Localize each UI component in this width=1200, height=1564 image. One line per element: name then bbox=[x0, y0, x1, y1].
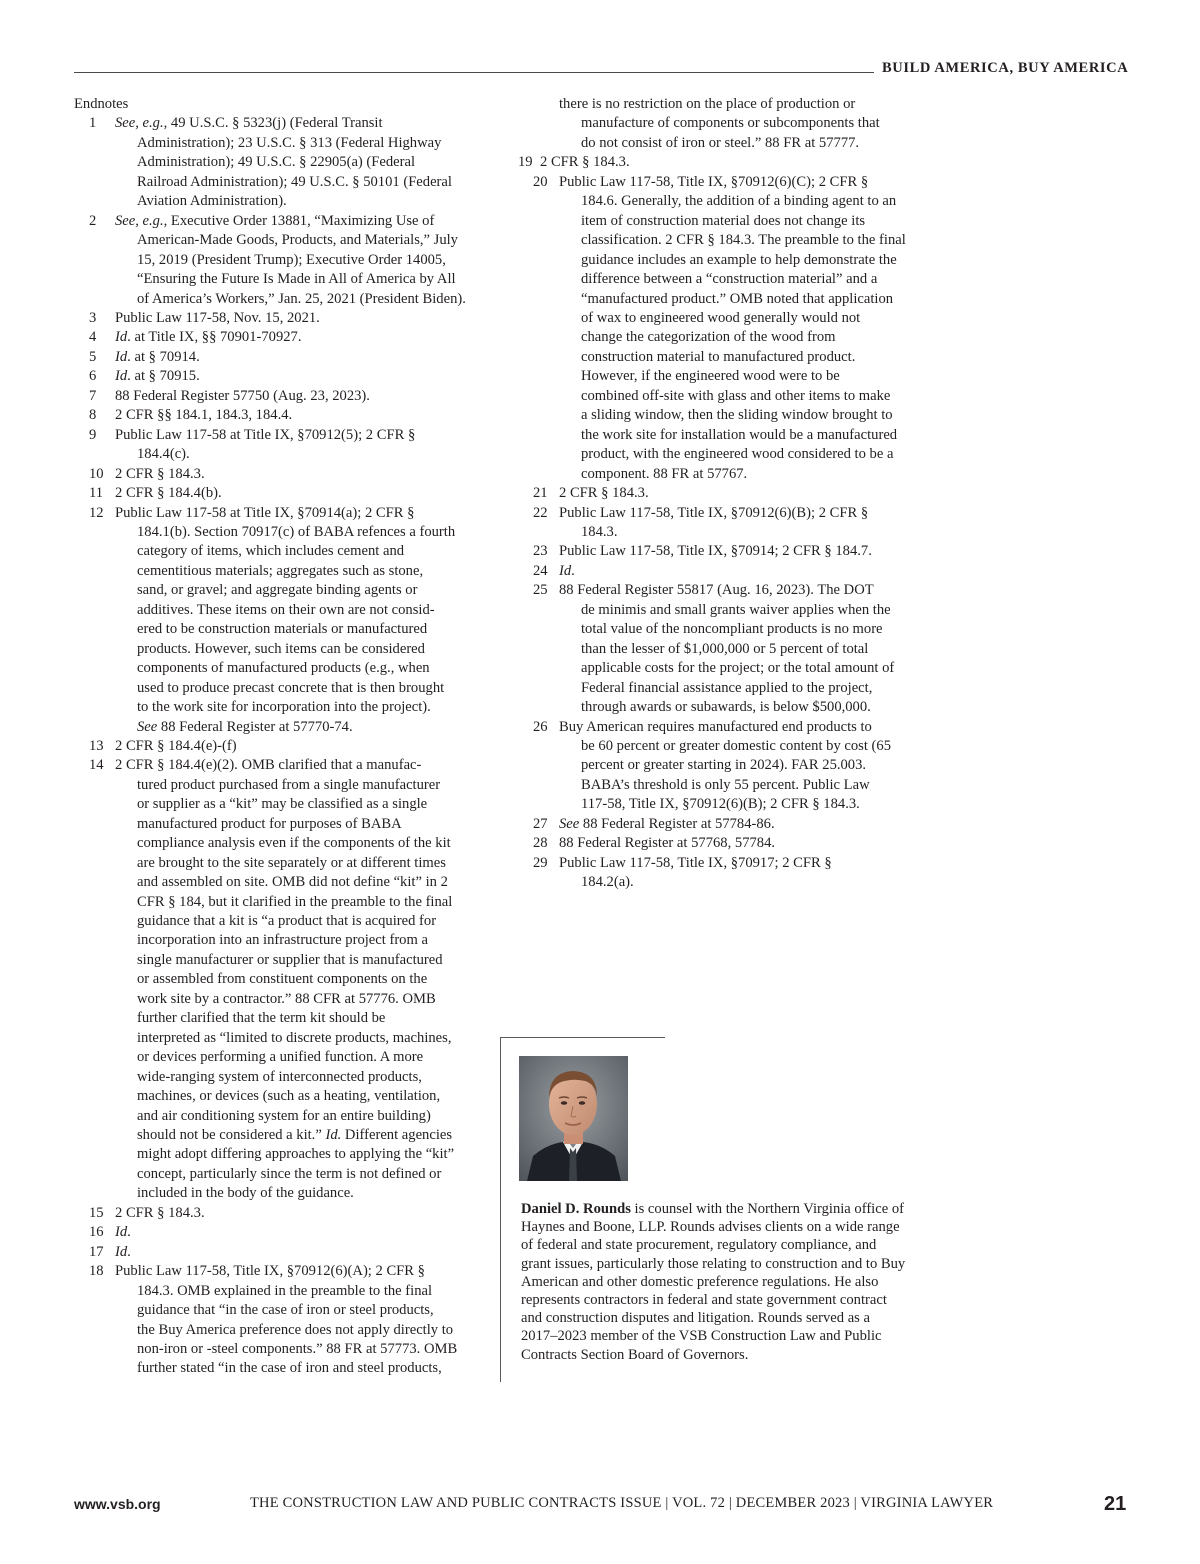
endnote-number: 16 bbox=[89, 1224, 104, 1241]
endnote-number: 29 bbox=[533, 854, 548, 871]
author-bio-text: is counsel with the Northern Virginia office of Haynes and Boone, LLP. Rounds advises clients on a wide range of federal and state procurement, regulatory compliance, and grant issues, particularly those relating to construction and to Buy American and other domestic preference regulations. He also represents contractors in federal and state government contract and construction disputes and litigation. Rounds served as a 2017–2023 member of the VSB Construction Law and Public Contracts Section Board of Governors. bbox=[521, 1201, 906, 1363]
endnote-line: or devices performing a unified function. A more bbox=[137, 1049, 424, 1066]
endnote-number: 5 bbox=[89, 348, 97, 365]
endnote-line: incorporation into an infrastructure project from a bbox=[137, 932, 428, 949]
endnote-line: might adopt differing approaches to applying the “kit” bbox=[137, 1146, 455, 1163]
endnote-line: should not be considered a kit.” Id. Different agencies bbox=[137, 1127, 453, 1144]
endnote-line: compliance analysis even if the components of the kit bbox=[137, 835, 451, 852]
endnote-18 bbox=[74, 1262, 474, 1379]
endnote-number: 17 bbox=[89, 1243, 104, 1260]
endnote-line: be 60 percent or greater domestic content by cost (65 bbox=[581, 737, 892, 754]
endnote-line: 184.2(a). bbox=[581, 874, 634, 891]
endnote-line: guidance that “in the case of iron or steel products, bbox=[137, 1302, 434, 1319]
endnote-line: or supplier as a “kit” may be classified as a single bbox=[137, 796, 428, 813]
endnote-number: 21 bbox=[533, 485, 548, 502]
endnotes-list-right bbox=[518, 95, 918, 893]
endnote-line: Federal financial assistance applied to the project, bbox=[581, 679, 873, 696]
endnote-line: ered to be construction materials or manufactured bbox=[137, 621, 428, 638]
endnote-line: Public Law 117-58, Title IX, §70912(6)(C); 2 CFR § bbox=[559, 173, 869, 190]
endnote-line: Id. bbox=[115, 1224, 131, 1241]
endnote-line: percent or greater starting in 2024). FAR 25.003. bbox=[581, 757, 867, 774]
endnote-line: work site by a contractor.” 88 CFR at 57776. OMB bbox=[137, 990, 436, 1007]
endnote-line: difference between a “construction material” and a bbox=[581, 271, 878, 288]
endnote-line: See 88 Federal Register at 57784-86. bbox=[559, 815, 775, 832]
endnote-line: 15, 2019 (President Trump); Executive Order 14005, bbox=[137, 251, 446, 268]
endnote-26 bbox=[518, 718, 918, 815]
endnote-line: “Ensuring the Future Is Made in All of America by All bbox=[137, 271, 456, 288]
endnote-14 bbox=[74, 756, 474, 1203]
running-header: BUILD AMERICA, BUY AMERICA bbox=[882, 60, 1129, 76]
endnote-line: concept, particularly since the term is not defined or bbox=[137, 1165, 442, 1182]
endnote-line: Aviation Administration). bbox=[137, 193, 287, 210]
endnote-line: See, e.g., Executive Order 13881, “Maximizing Use of bbox=[115, 212, 435, 229]
endnote-line: 184.6. Generally, the addition of a binding agent to an bbox=[581, 193, 897, 210]
endnotes-heading: Endnotes bbox=[74, 96, 129, 112]
endnote-line: there is no restriction on the place of production or bbox=[559, 96, 856, 112]
endnote-line: through awards or subawards, is below $500,000. bbox=[581, 699, 871, 716]
endnote-line: applicable costs for the project; or the total amount of bbox=[581, 660, 895, 677]
endnote-line: of America’s Workers,” Jan. 25, 2021 (President Biden). bbox=[137, 290, 466, 307]
endnote-line: to the work site for incorporation into the project). bbox=[137, 699, 431, 716]
endnote-line: Id. at § 70914. bbox=[115, 348, 200, 365]
endnote-line: Public Law 117-58, Title IX, §70917; 2 CFR § bbox=[559, 854, 832, 871]
endnote-line: Id. bbox=[559, 562, 575, 579]
endnote-1 bbox=[74, 114, 474, 211]
endnote-line: products. However, such items can be considered bbox=[137, 640, 425, 657]
endnote-21 bbox=[518, 484, 918, 503]
endnote-line: further stated “in the case of iron and steel products, bbox=[137, 1360, 442, 1377]
endnote-line: combined off-site with glass and other items to make bbox=[581, 387, 891, 404]
endnote-17 bbox=[74, 1243, 474, 1262]
author-photo bbox=[519, 1056, 628, 1181]
endnote-25 bbox=[518, 581, 918, 717]
endnote-line: See 88 Federal Register at 57770-74. bbox=[137, 718, 353, 735]
endnote-4 bbox=[74, 328, 474, 347]
endnote-5 bbox=[74, 348, 474, 367]
endnote-line: cementitious materials; aggregates such as stone, bbox=[137, 562, 424, 579]
endnote-number: 28 bbox=[533, 835, 548, 852]
endnote-line: a sliding window, then the sliding window brought to bbox=[581, 407, 893, 424]
endnote-12 bbox=[74, 504, 474, 737]
endnote-line: the work site for installation would be a manufactured bbox=[581, 426, 898, 443]
endnote-number: 27 bbox=[533, 815, 548, 832]
endnote-19 bbox=[518, 153, 918, 172]
endnote-line: 2 CFR § 184.3. bbox=[115, 465, 205, 482]
endnote-line: de minimis and small grants waiver applies when the bbox=[581, 601, 891, 618]
endnote-16 bbox=[74, 1223, 474, 1242]
endnote-2 bbox=[74, 212, 474, 309]
endnote-line: or assembled from constituent components on the bbox=[137, 971, 428, 988]
endnote-7 bbox=[74, 387, 474, 406]
author-name: Daniel D. Rounds bbox=[521, 1201, 631, 1217]
endnote-line: single manufacturer or supplier that is manufactured bbox=[137, 951, 443, 968]
endnote-line: 2 CFR § 184.3. bbox=[559, 485, 649, 502]
endnote-line: manufacture of components or subcomponents that bbox=[581, 115, 880, 132]
page-number: 21 bbox=[1104, 1493, 1127, 1515]
endnote-number: 10 bbox=[89, 465, 104, 482]
endnote-line: guidance includes an example to help demonstrate the bbox=[581, 251, 897, 268]
endnote-line: Id. at § 70915. bbox=[115, 368, 200, 385]
endnote-line: Public Law 117-58, Title IX, §70914; 2 CFR § 184.7. bbox=[559, 543, 872, 560]
endnote-line: change the categorization of the wood from bbox=[581, 329, 836, 346]
endnote-line: 184.4(c). bbox=[137, 446, 190, 463]
endnote-line: machines, or devices (such as a heating, ventilation, bbox=[137, 1088, 441, 1105]
endnote-line: Railroad Administration); 49 U.S.C. § 50101 (Federal bbox=[137, 173, 452, 190]
endnotes-left-column bbox=[74, 95, 474, 1379]
endnote-line: 88 Federal Register 57750 (Aug. 23, 2023). bbox=[115, 387, 370, 404]
endnote-line: guidance that a kit is “a product that is acquired for bbox=[137, 913, 437, 930]
endnote-line: 88 Federal Register at 57768, 57784. bbox=[559, 835, 776, 852]
endnote-line: CFR § 184, but it clarified in the preamble to the final bbox=[137, 893, 453, 910]
endnote-line: construction material to manufactured product. bbox=[581, 348, 856, 365]
endnote-number: 13 bbox=[89, 737, 104, 754]
endnote-line: Public Law 117-58 at Title IX, §70912(5); 2 CFR § bbox=[115, 426, 416, 443]
endnote-line: Id. bbox=[115, 1243, 131, 1260]
endnote-29 bbox=[518, 854, 918, 893]
endnote-28 bbox=[518, 834, 918, 853]
endnote-27 bbox=[518, 815, 918, 834]
endnote-23 bbox=[518, 542, 918, 561]
endnote-24 bbox=[518, 562, 918, 581]
endnotes-right-column bbox=[518, 95, 918, 893]
endnote-line: wide-ranging system of interconnected products, bbox=[137, 1068, 422, 1085]
endnote-number: 7 bbox=[89, 387, 97, 404]
endnote-line: 2 CFR §§ 184.1, 184.3, 184.4. bbox=[115, 407, 293, 424]
endnote-line: 88 Federal Register 55817 (Aug. 16, 2023). The DOT bbox=[559, 582, 874, 599]
endnote-number: 6 bbox=[89, 368, 97, 385]
endnote-line: 2 CFR § 184.4(b). bbox=[115, 485, 222, 502]
endnote-line: “manufactured product.” OMB noted that application bbox=[581, 290, 894, 307]
endnote-line: Administration); 23 U.S.C. § 313 (Federal Highway bbox=[137, 134, 442, 151]
endnote-number: 4 bbox=[89, 329, 97, 346]
endnote-line: Buy American requires manufactured end products to bbox=[559, 718, 872, 735]
endnote-8 bbox=[74, 406, 474, 425]
endnote-line: tured product purchased from a single manufacturer bbox=[137, 776, 441, 793]
endnote-line: component. 88 FR at 57767. bbox=[581, 465, 748, 482]
endnote-line: components of manufactured products (e.g., when bbox=[137, 660, 430, 677]
endnote-line: of wax to engineered wood generally would not bbox=[581, 309, 861, 326]
endnote-line: the Buy America preference does not apply directly to bbox=[137, 1321, 454, 1338]
endnote-number: 12 bbox=[89, 504, 104, 521]
endnote-line: BABA’s threshold is only 55 percent. Public Law bbox=[581, 776, 870, 793]
bio-box-top-rule bbox=[500, 1037, 665, 1038]
endnote-number: 15 bbox=[89, 1204, 104, 1221]
endnote-line: additives. These items on their own are not consid- bbox=[137, 601, 435, 618]
endnote-line: 2 CFR § 184.4(e)(2). OMB clarified that a manufac- bbox=[115, 757, 422, 774]
endnote-3 bbox=[74, 309, 474, 328]
endnote-line: included in the body of the guidance. bbox=[137, 1185, 354, 1202]
endnote-line: 2 CFR § 184.4(e)-(f) bbox=[115, 737, 237, 754]
endnote-22 bbox=[518, 504, 918, 543]
endnote-line: total value of the noncompliant products is no more bbox=[581, 621, 883, 638]
endnote-number: 26 bbox=[533, 718, 548, 735]
endnote-number: 14 bbox=[89, 757, 104, 774]
endnote-line: However, if the engineered wood were to be bbox=[581, 368, 840, 385]
endnote-number: 2 bbox=[89, 212, 97, 229]
endnote-line: Administration); 49 U.S.C. § 22905(a) (Federal bbox=[137, 154, 416, 171]
endnote-line: 2 CFR § 184.3. bbox=[540, 154, 630, 171]
endnote-number: 25 bbox=[533, 582, 548, 599]
endnote-6 bbox=[74, 367, 474, 386]
endnote-number: 11 bbox=[89, 485, 104, 502]
endnote-line: manufactured product for purposes of BABA bbox=[137, 815, 402, 832]
endnote-line: item of construction material does not change its bbox=[581, 212, 866, 229]
endnote-line: See, e.g., 49 U.S.C. § 5323(j) (Federal Transit bbox=[115, 115, 383, 132]
endnote-number: 1 bbox=[89, 115, 97, 132]
endnote-number: 3 bbox=[89, 309, 97, 326]
endnote-line: Id. at Title IX, §§ 70901-70927. bbox=[115, 329, 302, 346]
endnote-line: category of items, which includes cement and bbox=[137, 543, 405, 560]
endnote-continued bbox=[518, 95, 918, 153]
endnote-line: Public Law 117-58, Title IX, §70912(6)(B); 2 CFR § bbox=[559, 504, 869, 521]
header-rule bbox=[74, 72, 874, 73]
endnote-number: 9 bbox=[89, 426, 97, 443]
endnote-number: 19 bbox=[518, 154, 533, 171]
endnote-number: 20 bbox=[533, 173, 548, 190]
endnote-line: than the lesser of $1,000,000 or 5 percent of total bbox=[581, 640, 869, 657]
endnote-number: 22 bbox=[533, 504, 548, 521]
endnote-line: and air conditioning system for an entire building) bbox=[137, 1107, 431, 1124]
endnote-line: 2 CFR § 184.3. bbox=[115, 1204, 205, 1221]
endnote-line: 184.3. bbox=[581, 523, 618, 540]
endnote-line: Public Law 117-58 at Title IX, §70914(a); 2 CFR § bbox=[115, 504, 415, 521]
endnote-line: 184.1(b). Section 70917(c) of BABA refences a fourth bbox=[137, 523, 456, 540]
footer-url[interactable]: www.vsb.org bbox=[74, 1496, 161, 1512]
footer-publication: THE CONSTRUCTION LAW AND PUBLIC CONTRACTS ISSUE | VOL. 72 | DECEMBER 2023 | VIRGINIA LAWYER bbox=[250, 1495, 994, 1511]
author-bio bbox=[521, 1200, 906, 1364]
endnote-20 bbox=[518, 173, 918, 484]
endnote-15 bbox=[74, 1204, 474, 1223]
endnote-number: 8 bbox=[89, 407, 97, 424]
endnote-line: further clarified that the term kit should be bbox=[137, 1010, 386, 1027]
endnote-line: are brought to the site separately or at different times bbox=[137, 854, 446, 871]
endnote-line: used to produce precast concrete that is then brought bbox=[137, 679, 445, 696]
endnote-10 bbox=[74, 465, 474, 484]
endnote-line: Public Law 117-58, Nov. 15, 2021. bbox=[115, 309, 320, 326]
endnote-line: 184.3. OMB explained in the preamble to the final bbox=[137, 1282, 433, 1299]
endnote-line: non-iron or -steel components.” 88 FR at 57773. OMB bbox=[137, 1341, 458, 1357]
endnote-9 bbox=[74, 426, 474, 465]
endnote-line: classification. 2 CFR § 184.3. The preamble to the final bbox=[581, 232, 906, 249]
endnote-number: 18 bbox=[89, 1263, 104, 1280]
endnote-line: Public Law 117-58, Title IX, §70912(6)(A); 2 CFR § bbox=[115, 1263, 425, 1280]
endnote-11 bbox=[74, 484, 474, 503]
endnote-line: do not consist of iron or steel.” 88 FR at 57777. bbox=[581, 134, 860, 151]
endnote-13 bbox=[74, 737, 474, 756]
endnote-line: and assembled on site. OMB did not define “kit” in 2 bbox=[137, 874, 448, 891]
endnote-line: 117-58, Title IX, §70912(6)(B); 2 CFR § 184.3. bbox=[581, 796, 860, 813]
endnote-line: American-Made Goods, Products, and Materials,” July bbox=[137, 232, 458, 249]
endnote-number: 23 bbox=[533, 543, 548, 560]
endnotes-list-left bbox=[74, 114, 474, 1378]
bio-box-left-rule bbox=[500, 1037, 501, 1382]
endnote-line: sand, or gravel; and aggregate binding agents or bbox=[137, 582, 418, 599]
endnote-line: product, with the engineered wood considered to be a bbox=[581, 446, 894, 463]
endnote-number: 24 bbox=[533, 562, 548, 579]
endnote-line: interpreted as “limited to discrete products, machines, bbox=[137, 1029, 452, 1046]
